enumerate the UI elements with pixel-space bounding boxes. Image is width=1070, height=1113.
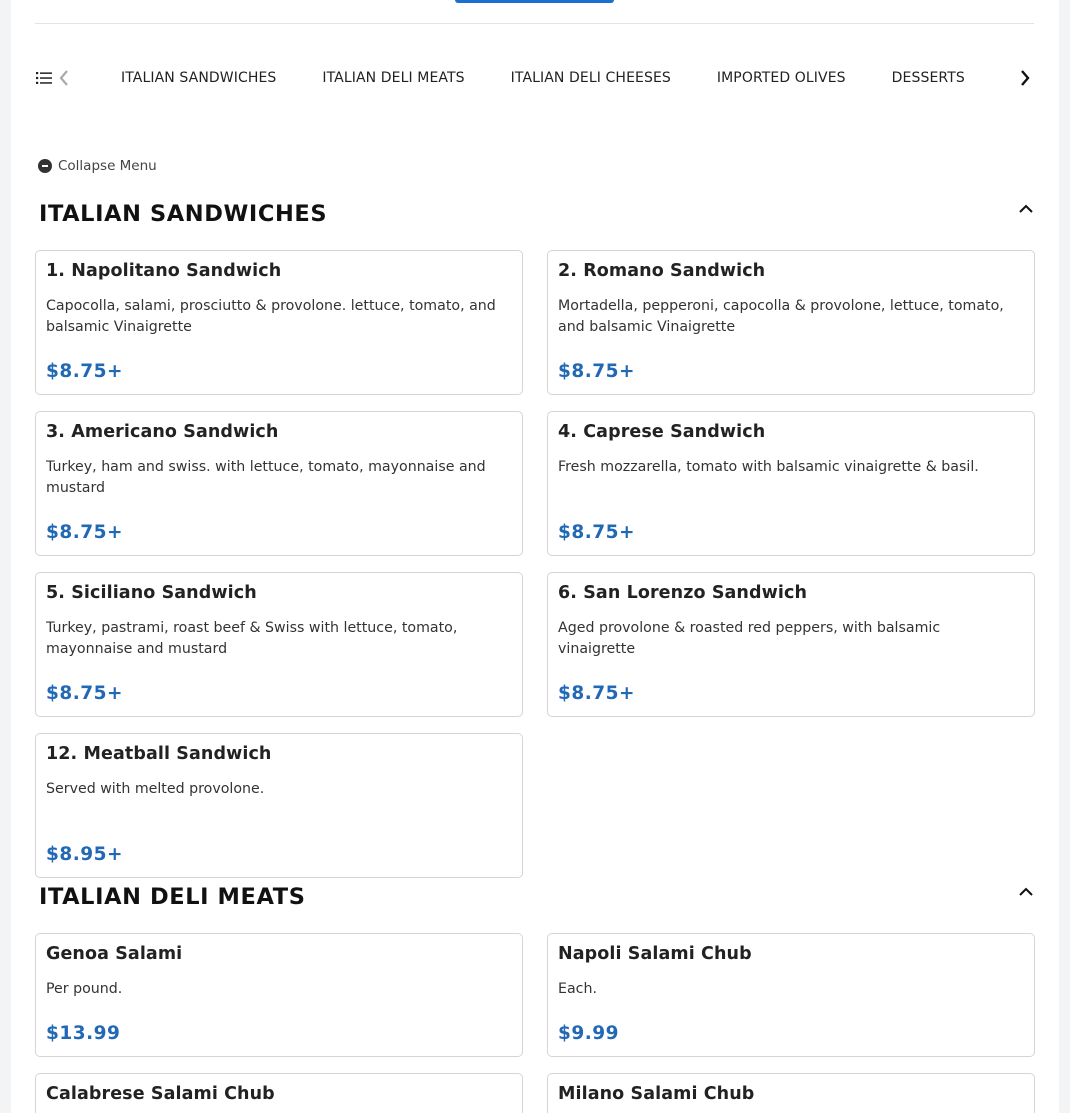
item-description: Mortadella, pepperoni, capocolla & provolone, lettuce, tomato, and balsamic Vinaigrette xyxy=(558,298,1004,335)
item-price: $8.75+ xyxy=(558,683,636,704)
item-description: Aged provolone & roasted red peppers, with balsamic vinaigrette xyxy=(558,620,941,657)
item-name: 12. Meatball Sandwich xyxy=(46,744,272,764)
category-tab[interactable]: ITALIAN DELI CHEESES xyxy=(510,70,671,86)
item-name: Milano Salami Chub xyxy=(558,1084,755,1104)
item-name: Calabrese Salami Chub xyxy=(46,1084,275,1104)
item-price: $13.99 xyxy=(46,1023,121,1044)
chevron-left-icon[interactable] xyxy=(57,68,71,88)
menu-item-card[interactable] xyxy=(35,250,523,395)
item-description: Turkey, pastrami, roast beef & Swiss with lettuce, tomato, mayonnaise and mustard xyxy=(46,620,458,657)
menu-page xyxy=(11,0,1059,1113)
item-description: Turkey, ham and swiss. with lettuce, tomato, mayonnaise and mustard xyxy=(46,459,486,496)
menu-item-card[interactable] xyxy=(35,572,523,717)
menu-item-card[interactable] xyxy=(547,933,1035,1057)
menu-item-card[interactable] xyxy=(547,572,1035,717)
item-description: Fresh mozzarella, tomato with balsamic vinaigrette & basil. xyxy=(558,459,979,475)
menu-item-card[interactable] xyxy=(35,1073,523,1113)
item-price: $8.95+ xyxy=(46,844,124,865)
collapse-menu-button[interactable] xyxy=(38,158,157,174)
item-description: Per pound. xyxy=(46,981,123,997)
item-name: 6. San Lorenzo Sandwich xyxy=(558,583,808,603)
section-title: ITALIAN SANDWICHES xyxy=(39,201,328,227)
list-icon[interactable] xyxy=(36,70,52,86)
divider xyxy=(35,23,1034,24)
chevron-up-icon[interactable] xyxy=(1018,886,1034,898)
menu-item-card[interactable] xyxy=(547,250,1035,395)
menu-item-card[interactable] xyxy=(35,933,523,1057)
item-name: Napoli Salami Chub xyxy=(558,944,752,964)
item-price: $8.75+ xyxy=(46,361,124,382)
top-action-button[interactable] xyxy=(455,0,614,3)
item-name: Genoa Salami xyxy=(46,944,183,964)
item-name: 1. Napolitano Sandwich xyxy=(46,261,282,281)
menu-item-card[interactable] xyxy=(35,733,523,878)
collapse-menu-label: Collapse Menu xyxy=(58,158,157,174)
item-name: 4. Caprese Sandwich xyxy=(558,422,766,442)
item-price: $9.99 xyxy=(558,1023,620,1044)
category-tab[interactable]: ITALIAN DELI MEATS xyxy=(322,70,465,86)
item-description: Served with melted provolone. xyxy=(46,781,265,797)
item-price: $8.75+ xyxy=(558,522,636,543)
category-tab[interactable]: DESSERTS xyxy=(891,70,965,86)
item-price: $8.75+ xyxy=(558,361,636,382)
chevron-right-icon[interactable] xyxy=(1018,68,1032,88)
section-title: ITALIAN DELI MEATS xyxy=(39,884,306,910)
category-tab[interactable]: IMPORTED OLIVES xyxy=(716,70,846,86)
menu-item-card[interactable] xyxy=(547,411,1035,556)
menu-item-card[interactable] xyxy=(35,411,523,556)
minus-circle-icon xyxy=(38,159,52,173)
item-name: 2. Romano Sandwich xyxy=(558,261,766,281)
item-description: Each. xyxy=(558,981,597,997)
item-name: 3. Americano Sandwich xyxy=(46,422,279,442)
item-price: $8.75+ xyxy=(46,683,124,704)
category-nav xyxy=(35,58,1034,98)
item-name: 5. Siciliano Sandwich xyxy=(46,583,257,603)
chevron-up-icon[interactable] xyxy=(1018,203,1034,215)
menu-item-card[interactable] xyxy=(547,1073,1035,1113)
item-description: Capocolla, salami, prosciutto & provolone. lettuce, tomato, and balsamic Vinaigrette xyxy=(46,298,496,335)
category-tab[interactable]: ITALIAN SANDWICHES xyxy=(121,70,277,86)
item-price: $8.75+ xyxy=(46,522,124,543)
category-tabs xyxy=(121,58,1011,98)
